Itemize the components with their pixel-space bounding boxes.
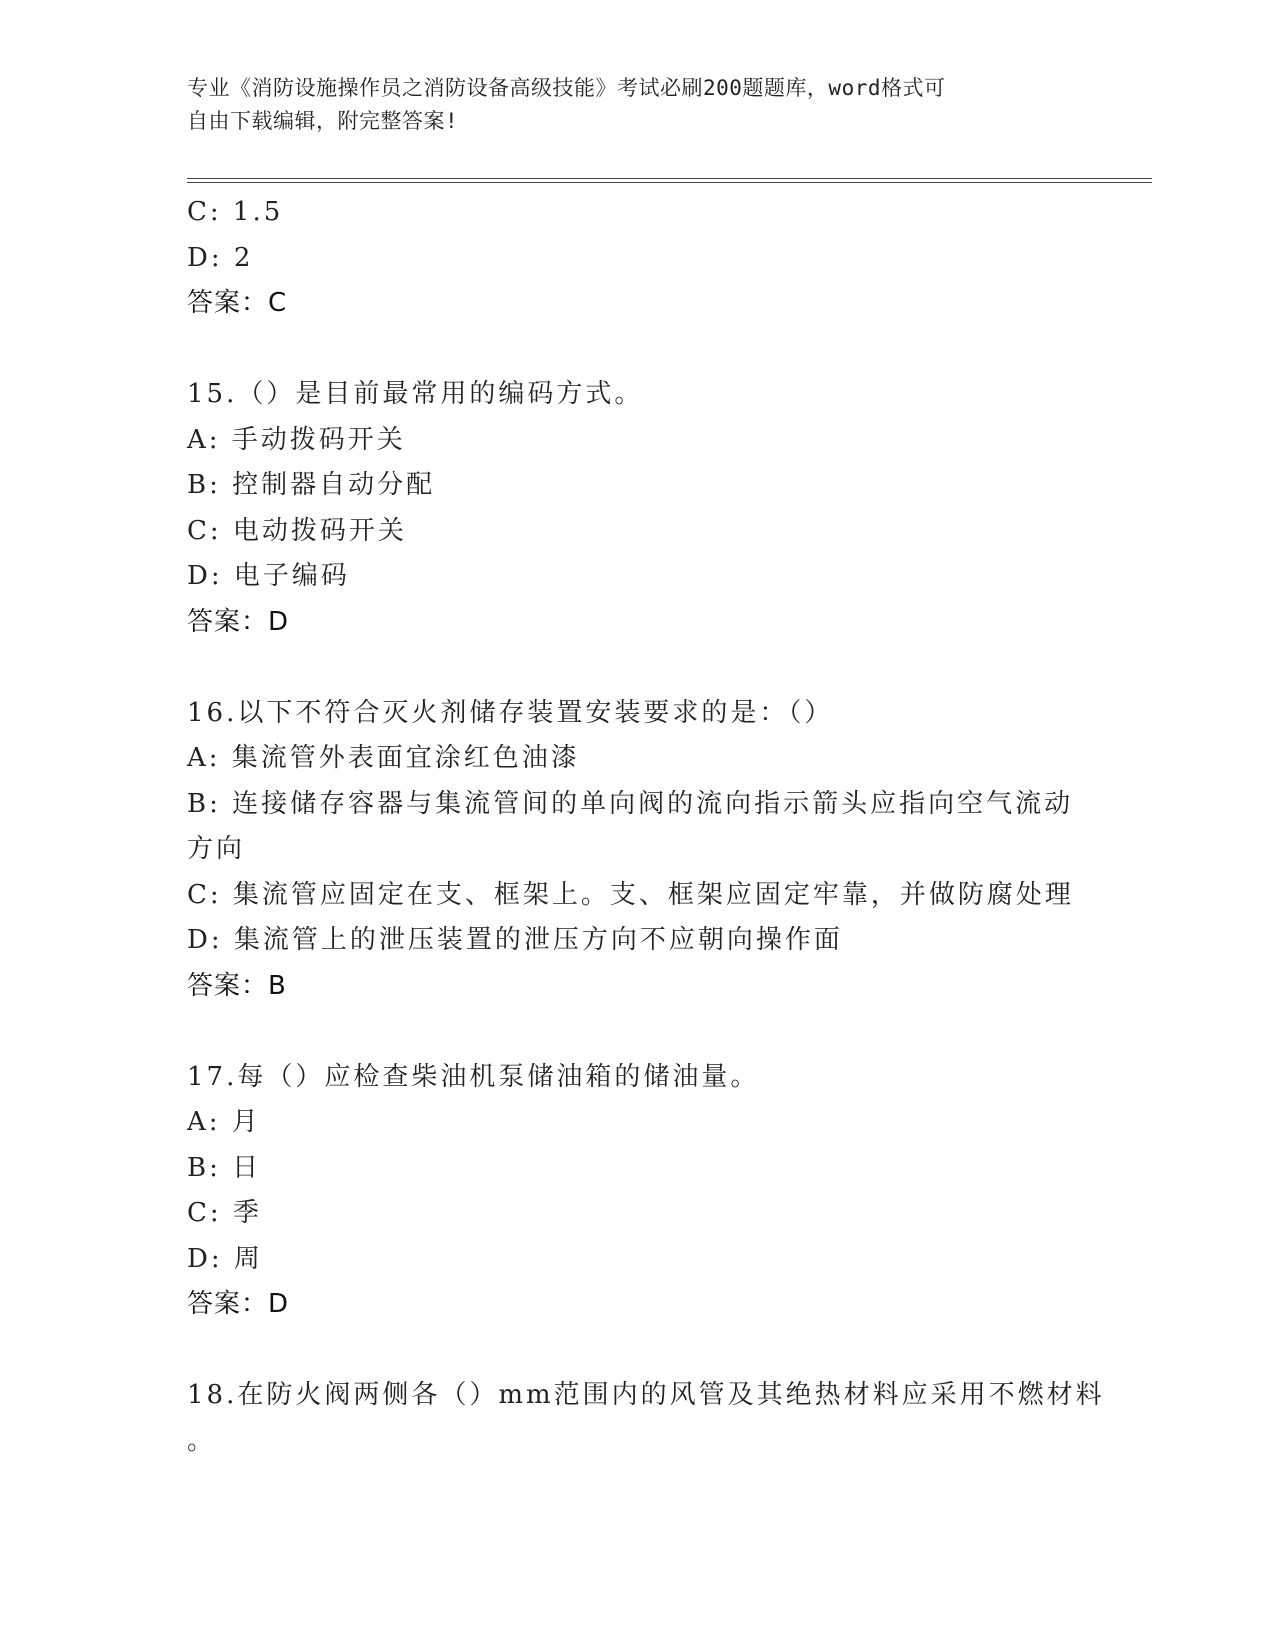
- question-18-block: [187, 1373, 1105, 1464]
- option-c: C: 1.5: [187, 197, 284, 227]
- option-b: B: 控制器自动分配: [187, 470, 436, 500]
- option-c: C: 集流管应固定在支、框架上。支、框架应固定牢靠，并做防腐处理: [187, 879, 1074, 910]
- option-b-line-2: 方向: [187, 834, 246, 864]
- question-text: 17.每（）应检查柴油机泵储油箱的储油量。: [187, 1061, 760, 1092]
- option-d: D: 周: [187, 1243, 263, 1274]
- header-title-line-2: 自由下载编辑，附完整答案!: [187, 109, 459, 133]
- spacer: [187, 1328, 1087, 1374]
- answer-line: 答案：C: [187, 288, 288, 318]
- question-text: 16.以下不符合灭火剂储存装置安装要求的是：（）: [187, 697, 834, 728]
- spacer: [187, 327, 1087, 373]
- question-14-block: [187, 190, 1087, 327]
- option-b: B: 日: [187, 1152, 262, 1183]
- option-a: A: 手动拨码开关: [187, 424, 406, 455]
- header-divider-bottom: [187, 182, 1152, 183]
- question-text: 15.（）是目前最常用的编码方式。: [187, 379, 644, 409]
- option-d: D: 集流管上的泄压装置的泄压方向不应朝向操作面: [187, 925, 843, 955]
- header-divider-top: [187, 178, 1152, 179]
- question-text-line-2: 。: [187, 1425, 217, 1456]
- option-a: A: 集流管外表面宜涂红色油漆: [187, 743, 580, 773]
- question-16-block: [187, 691, 1087, 1010]
- option-c: C: 电动拨码开关: [187, 515, 407, 546]
- question-list: [187, 190, 1105, 1464]
- question-15-block: [187, 372, 1087, 645]
- option-d: D: 电子编码: [187, 561, 350, 591]
- spacer: [187, 1009, 1087, 1055]
- option-c: C: 季: [187, 1198, 262, 1228]
- question-text-line-1: 18.在防火阀两侧各（）mm范围内的风管及其绝热材料应采用不燃材料: [187, 1380, 1105, 1410]
- question-17-block: [187, 1055, 1087, 1328]
- spacer: [187, 645, 1087, 691]
- option-b-line-1: B: 连接储存容器与集流管间的单向阀的流向指示箭头应指向空气流动: [187, 788, 1074, 819]
- answer-line: 答案：D: [187, 1289, 290, 1319]
- option-d: D: 2: [187, 242, 254, 273]
- header-title-line-1: 专业《消防设施操作员之消防设备高级技能》考试必刷200题题库，word格式可: [187, 76, 946, 100]
- answer-line: 答案：B: [187, 970, 287, 1001]
- option-a: A: 月: [187, 1107, 261, 1137]
- document-header: [187, 72, 1067, 138]
- answer-line: 答案：D: [187, 606, 290, 637]
